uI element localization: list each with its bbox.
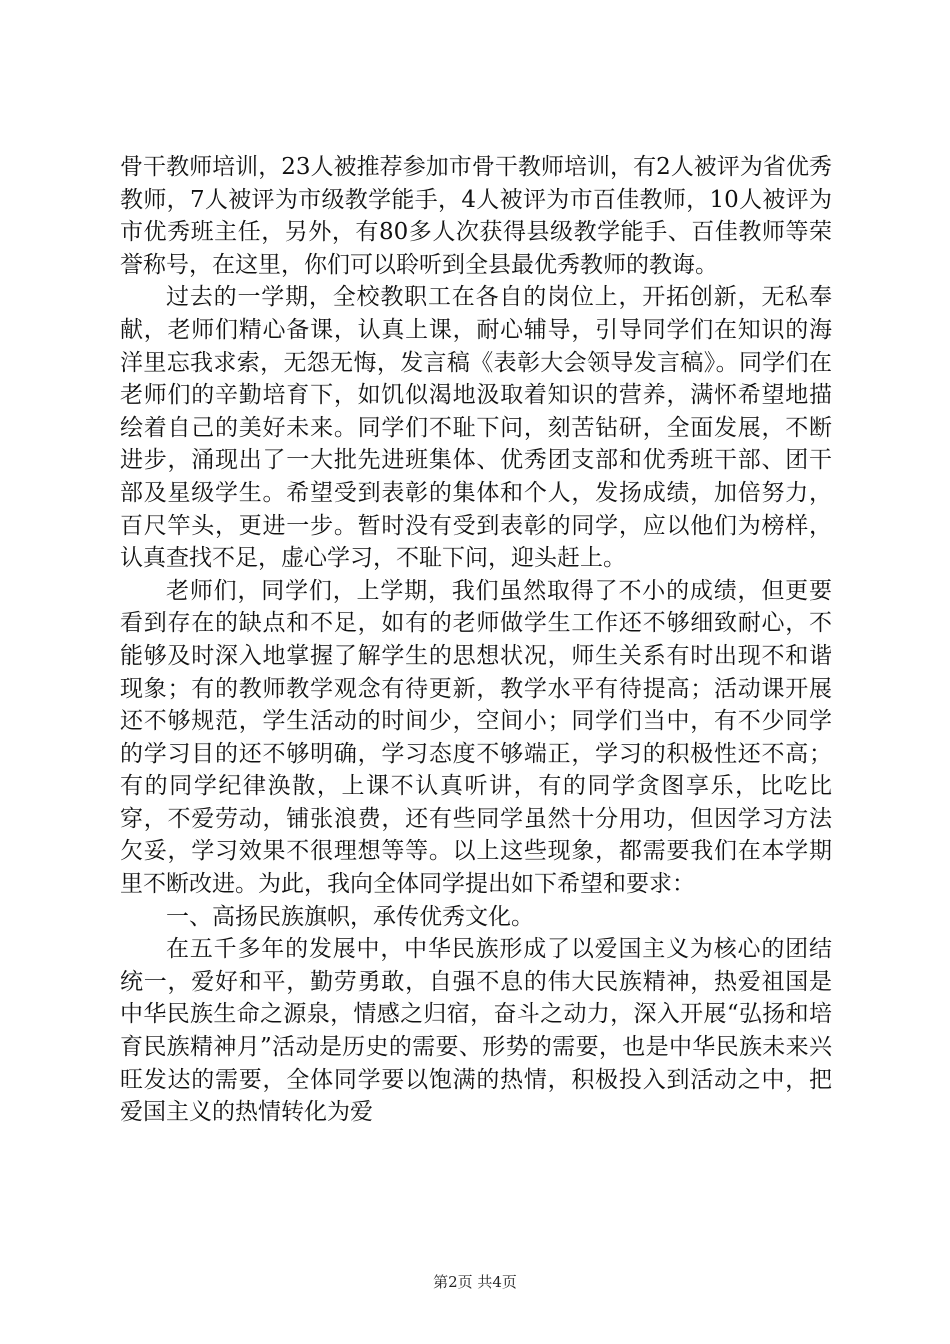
paragraph-1: 骨干教师培训，23人被推荐参加市骨干教师培训，有2人被评为省优秀教师，7人被评为市级教学能手，4人被评为市百佳教师，10人被评为市优秀班主任，另外，有80多人次获得县级教学能手、百佳教师等荣誉称号，在这里，你们可以聆听到全县最优秀教师的教诲。 xyxy=(120,154,832,278)
paragraph-2: 过去的一学期，全校教职工在各自的岗位上，开拓创新，无私奉献，老师们精心备课，认真上课，耐心辅导，引导同学们在知识的海洋里忘我求索，无怨无悔，发言稿《表彰大会领导发言稿》。同学们在老师们的辛勤培育下，如饥似渴地汲取着知识的营养，满怀希望地描绘着自己的美好未来。同学们不耻下问，刻苦钻研，全面发展，不断进步，涌现出了一大批先进班集体、优秀团支部和优秀班干部、团干部及星级学生。希望受到表彰的集体和个人，发扬成绩，加倍努力，百尺竿头，更进一步。暂时没有受到表彰的同学，应以他们为榜样，认真查找不足，虚心学习，不耻下问，迎头赶上。 xyxy=(120,284,832,572)
section-heading: 一、高扬民族旗帜，承传优秀文化。 xyxy=(166,903,534,930)
page-footer: 第2页 共4页 xyxy=(433,1273,517,1291)
paragraph-3: 老师们，同学们，上学期，我们虽然取得了不小的成绩，但更要看到存在的缺点和不足，如有的老师做学生工作还不够细致耐心，不能够及时深入地掌握了解学生的思想状况，师生关系有时出现不和谐现象；有的教师教学观念有待更新，教学水平有待提高；活动课开展还不够规范，学生活动的时间少，空间小；同学们当中，有不少同学的学习目的还不够明确，学习态度不够端正，学习的积极性还不高；有的同学纪律涣散，上课不认真听讲，有的同学贪图享乐，比吃比穿，不爱劳动，铺张浪费，还有些同学虽然十分用功，但因学习方法欠妥，学习效果不很理想等等。以上这些现象，都需要我们在本学期里不断改进。为此，我向全体同学提出如下希望和要求： xyxy=(120,577,832,898)
paragraph-4: 在五千多年的发展中，中华民族形成了以爱国主义为核心的团结统一，爱好和平，勤劳勇敢，自强不息的伟大民族精神，热爱祖国是中华民族生命之源泉，情感之归宿，奋斗之动力，深入开展“弘扬和培育民族精神月”活动是历史的需要、形势的需要，也是中华民族未来兴旺发达的需要，全体同学要以饱满的热情，积极投入到活动之中，把爱国主义的热情转化为爱 xyxy=(120,936,832,1126)
document-body xyxy=(120,151,832,1129)
